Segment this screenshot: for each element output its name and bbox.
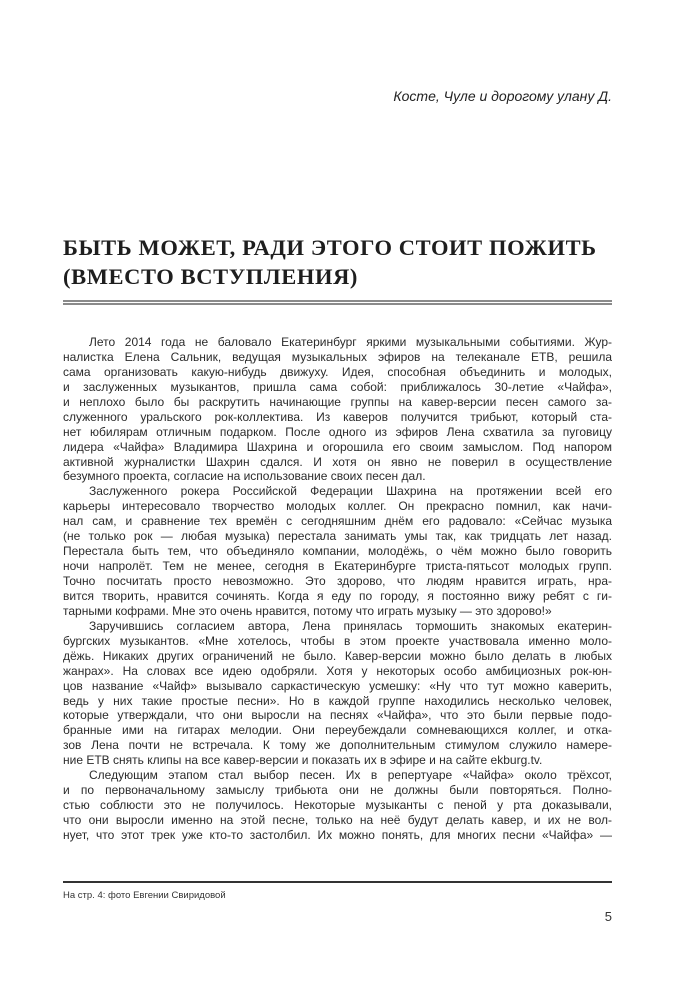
text-line: бранные ими на гитарах мелодии. Они переубеждали сомневающихся коллег, и отка- [63, 723, 612, 738]
paragraph [63, 768, 612, 843]
text-line: бургских музыкантов. «Мне хотелось, чтобы в этом проекте участвовала именно моло- [63, 633, 612, 648]
text-line: Точно посчитать просто невозможно. Это здорово, что людям нравится играть, нра- [63, 574, 612, 588]
title-divider [63, 300, 612, 307]
text-line: Заручившись согласием автора, Лена принялась тормошить знакомых екатерин- [89, 618, 612, 633]
text-line: дёжь. Никаких других ограничений не было. Кавер-версии можно было делать в любых [63, 648, 612, 663]
footnote-divider [63, 881, 612, 883]
body-text [63, 335, 612, 843]
page-number: 5 [604, 909, 612, 924]
text-line: налистка Елена Сальник, ведущая музыкальных эфиров на телеканале ЕТВ, решила [63, 349, 612, 364]
text-line: ведь у них такие простые песни». Но в каждой группе находились несколько человек, [63, 693, 612, 708]
text-line: и по первоначальному замыслу трибьюта они не должны были повторяться. Полно- [63, 783, 612, 798]
text-line: (не только рок — любая музыка) перестала занимать умы так, как тридцать лет назад. [63, 529, 612, 544]
paragraph [63, 619, 612, 768]
paragraph [63, 335, 612, 484]
text-line: служенного уральского рок-коллектива. Из каверов получится трибьют, который ста- [63, 409, 612, 424]
text-line: активной журналистки Шахрин сдался. И хотя он явно не поверил в осуществление [63, 454, 612, 469]
text-line: Лето 2014 года не баловало Екатеринбург яркими музыкальными событиями. Жур- [89, 335, 612, 349]
chapter-title-line-2: (ВМЕСТО ВСТУПЛЕНИЯ) [63, 264, 359, 289]
text-line: и заслуженных музыкантов, пришла сама собой: приближалось 30-летие «Чайфа», [63, 379, 612, 394]
text-line: ночи напролёт. Тем не менее, сегодня в Екатеринбурге триста-пятьсот молодых групп. [63, 559, 612, 574]
footnote: На стр. 4: фото Евгении Свиридовой [63, 890, 226, 901]
text-line: жанрах». На словах все идею одобряли. Хотя у некоторых особо амбициозных рок-юн- [63, 663, 612, 678]
text-line: и неплохо было бы раскрутить начинающие группы на кавер-версии песен самого за- [63, 394, 612, 409]
dedication: Косте, Чуле и дорогому улану Д. [393, 88, 612, 104]
text-line: что они выросли именно на этой песне, только на неё будут делать кавер, и их не вол- [63, 813, 612, 827]
text-line: Заслуженного рокера Российской Федерации Шахрина на протяжении всей его [89, 484, 612, 499]
text-line: цов название «Чайф» вызывало саркастическую усмешку: «Ну что тут можно каверить, [63, 678, 612, 693]
text-line: Следующим этапом стал выбор песен. Их в репертуаре «Чайфа» около трёхсот, [89, 768, 612, 783]
text-line: зов Лена почти не встречала. К тому же дополнительным стимулом служило намере- [63, 738, 612, 753]
text-line: безумного проекта, согласие на использование своих песен дал. [63, 469, 426, 484]
text-line: сама организовать какую-нибудь движуху. Идея, способная объединить и молодых, [63, 364, 612, 379]
text-line: лидера «Чайфа» Владимира Шахрина и огорошила его своим замыслом. Под напором [63, 439, 612, 454]
text-line: нет юбилярам отличным подарком. После одного из эфиров Лена схватила за пуговицу [63, 424, 612, 439]
text-line: нал сам, и сравнение тех времён с сегодняшним днём его радовало: «Сейчас музыка [63, 514, 612, 529]
text-line: карьеры интересовало творчество молодых коллег. Он прекрасно помнил, как начи- [63, 499, 612, 514]
text-line: тарными кофрами. Мне это очень нравится, потому что играть музыку — это здорово!» [63, 603, 552, 618]
text-line: которые утверждали, что они выросли на песнях «Чайфа», что это были первые подо- [63, 708, 612, 723]
chapter-title-line-1: БЫТЬ МОЖЕТ, РАДИ ЭТОГО СТОИТ ПОЖИТЬ [63, 235, 597, 260]
text-line: вится творить, нравится сочинять. Когда я еду по городу, я постоянно вижу ребят с ги- [63, 588, 612, 603]
text-line: нует, что этот трек уже кто-то застолбил. Их можно понять, для многих песни «Чайфа» — [63, 827, 612, 842]
text-line: Перестала быть тем, что объединяло компании, молодёжь, о чём можно было говорить [63, 544, 612, 559]
text-line: стью соблюсти это не получилось. Некоторые музыканты с пеной у рта доказывали, [63, 798, 612, 813]
chapter-title [63, 233, 623, 291]
text-line: ние ЕТВ снять клипы на все кавер-версии и показать их в эфире и на сайте ekburg.tv. [63, 753, 543, 768]
paragraph [63, 484, 612, 618]
